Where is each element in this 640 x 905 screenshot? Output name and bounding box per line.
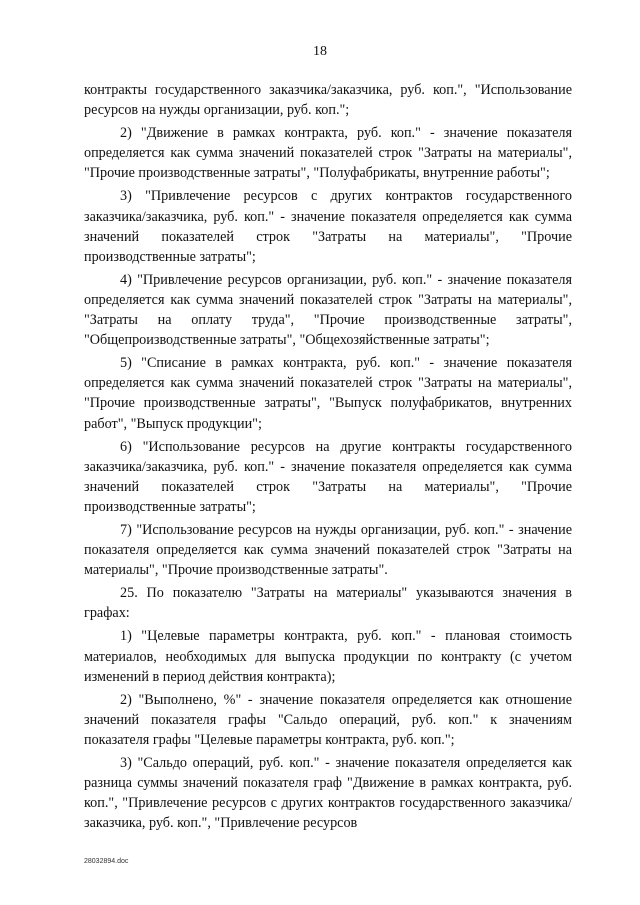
- paragraph-item-7: 7) "Использование ресурсов на нужды организации, руб. коп." - значение показателя определяется как сумма значений показателей строк "Затраты на материалы", "Прочие производственные затраты".: [84, 521, 572, 579]
- paragraph-item-2: 2) "Движение в рамках контракта, руб. коп." - значение показателя определяется как сумма значений показателей строк "Затраты на материалы", "Прочие производственные затраты", "Полуфабрикаты, внутренние работы";: [84, 125, 572, 182]
- page-number: 18: [313, 44, 327, 59]
- paragraph-25-item-2: 2) "Выполнено, %" - значение показателя определяется как отношение значений показателя графы "Сальдо операций, руб. коп." к значениям показателя графы "Целевые параметры контракта, руб. коп.";: [84, 691, 572, 748]
- paragraph-item-5: 5) "Списание в рамках контракта, руб. коп." - значение показателя определяется как сумма значений показателей строк "Затраты на материалы", "Прочие производственные затраты", "Выпуск полуфабрикатов, внутренних работ", "Выпуск продукции";: [84, 355, 572, 432]
- paragraph-item-6: 6) "Использование ресурсов на другие контракты государственного заказчика/заказчика, руб. коп." - значение показателя определяется как сумма значений показателей строк "Затраты на материалы", "Прочие производственные затраты";: [84, 438, 572, 515]
- paragraph-25-item-1: 1) "Целевые параметры контракта, руб. коп." - плановая стоимость материалов, необходимых для выпуска продукции по контракту (с учетом изменений в период действия контракта);: [84, 628, 572, 685]
- file-name-footer: 28032894.doc: [84, 858, 129, 865]
- paragraph-section-25: 25. По показателю "Затраты на материалы" указываются значения в графах:: [84, 585, 572, 622]
- paragraph-item-4: 4) "Привлечение ресурсов организации, руб. коп." - значение показателя определяется как сумма значений показателей строк "Затраты на материалы", "Затраты на оплату труда", "Прочие производственные затраты", "Общепроизводственные затраты", "Общехозяйственные затраты";: [84, 271, 572, 349]
- document-body: [84, 80, 572, 836]
- paragraph-continuation: контракты государственного заказчика/заказчика, руб. коп.", "Использование ресурсов на нужды организации, руб. коп.";: [84, 82, 572, 119]
- paragraph-item-3: 3) "Привлечение ресурсов с других контрактов государственного заказчика/заказчика, руб. коп." - значение показателя определяется как сумма значений показателей строк "Затраты на материалы", "Прочие производственные затраты";: [84, 188, 572, 265]
- paragraph-25-item-3: 3) "Сальдо операций, руб. коп." - значение показателя определяется как разница суммы значений показателя граф "Движение в рамках контракта, руб. коп.", "Привлечение ресурсов с других контрактов государственного заказчика/заказчика, руб. коп.", "Привлечение ресурсов: [84, 755, 572, 832]
